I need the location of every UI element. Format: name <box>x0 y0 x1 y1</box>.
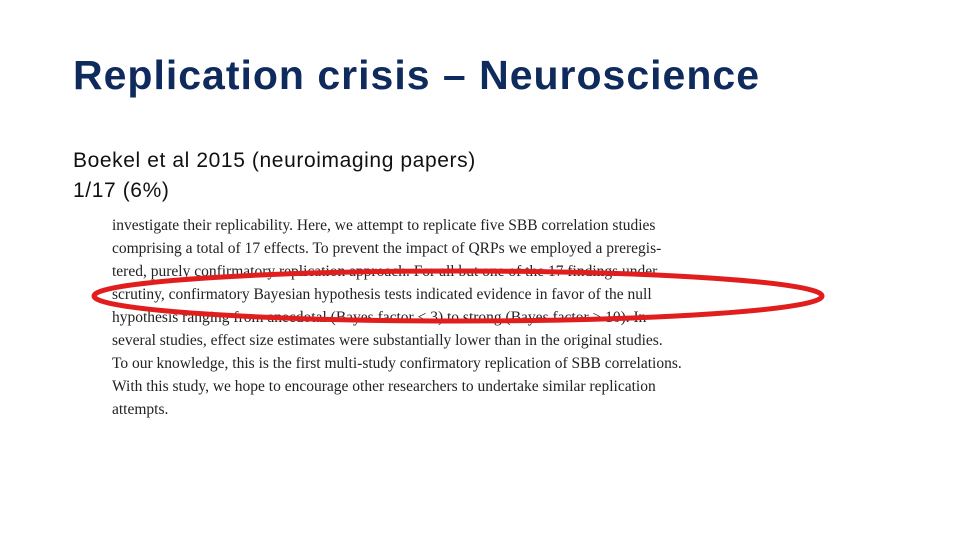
citation-line: Boekel et al 2015 (neuroimaging papers) <box>73 149 476 172</box>
excerpt-line: comprising a total of 17 effects. To prevent the impact of QRPs we employed a preregis- <box>112 240 662 257</box>
excerpt-line: hypothesis ranging from anecdotal (Bayes factor < 3) to strong (Bayes factor > 10). In <box>112 309 647 326</box>
excerpt-line: attempts. <box>112 401 169 418</box>
excerpt-line: To our knowledge, this is the first multi-study confirmatory replication of SBB correlations. <box>112 355 682 372</box>
excerpt-line: tered, purely confirmatory replication approach. For all but one of the 17 findings under <box>112 263 658 280</box>
excerpt-line: With this study, we hope to encourage other researchers to undertake similar replication <box>112 378 656 395</box>
citation-block <box>73 146 476 206</box>
excerpt-line: scrutiny, confirmatory Bayesian hypothesis tests indicated evidence in favor of the null <box>112 286 652 303</box>
excerpt-line: several studies, effect size estimates were substantially lower than in the original studies. <box>112 332 663 349</box>
replication-rate: 1/17 (6%) <box>73 179 170 202</box>
slide-title: Replication crisis – Neuroscience <box>73 52 760 98</box>
paper-excerpt <box>112 214 782 421</box>
excerpt-line: investigate their replicability. Here, we attempt to replicate five SBB correlation studies <box>112 217 656 234</box>
